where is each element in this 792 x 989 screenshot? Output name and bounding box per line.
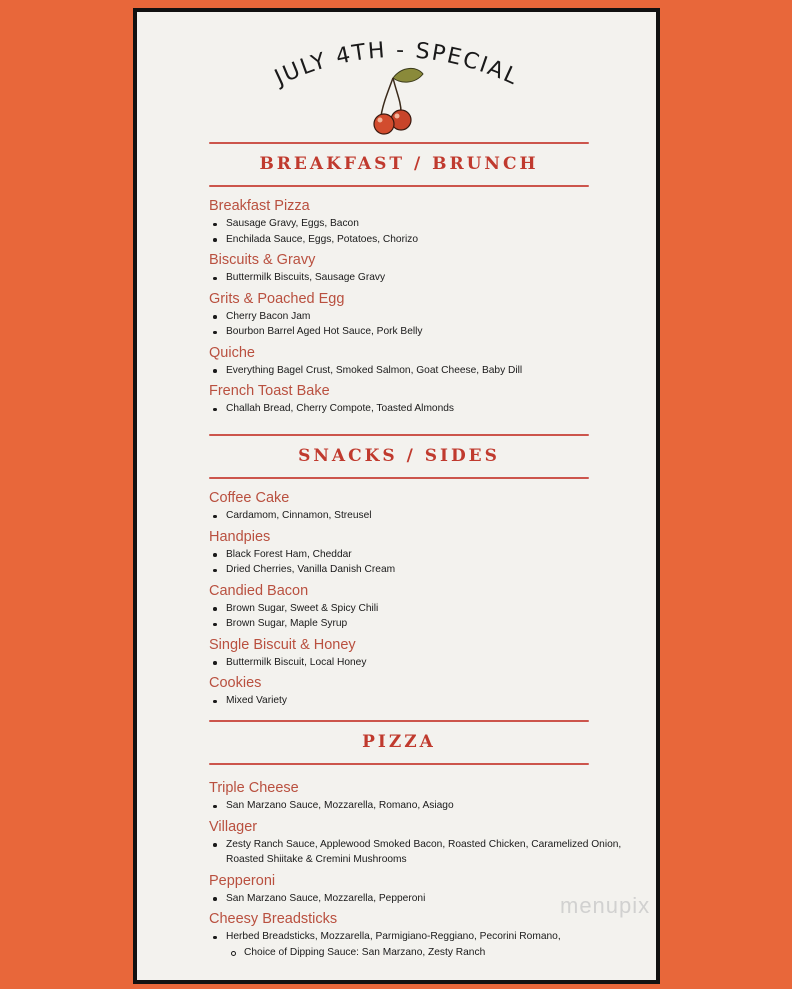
section-heading: PIZZA bbox=[362, 732, 436, 752]
menu-item-name: Biscuits & Gravy bbox=[209, 252, 316, 268]
menu-item-details bbox=[209, 798, 639, 814]
menu-item-detail: Cardamom, Cinnamon, Streusel bbox=[226, 508, 639, 524]
menu-item-detail: Mixed Variety bbox=[226, 693, 639, 709]
menu-item-detail: Bourbon Barrel Aged Hot Sauce, Pork Belly bbox=[226, 324, 639, 340]
menu-item-details bbox=[209, 655, 639, 671]
menu-item-name: Breakfast Pizza bbox=[209, 198, 310, 214]
menu-item-sub-detail: Choice of Dipping Sauce: San Marzano, Zesty Ranch bbox=[244, 945, 639, 961]
menu-item-name: Grits & Poached Egg bbox=[209, 290, 345, 307]
menu-item-detail: Black Forest Ham, Cheddar bbox=[226, 547, 639, 563]
menu-item-name: French Toast Bake bbox=[209, 383, 330, 399]
menu-item-detail: Buttermilk Biscuits, Sausage Gravy bbox=[226, 270, 639, 286]
menu-item-details bbox=[209, 547, 639, 578]
menu-item-name: Villager bbox=[209, 818, 258, 835]
menu-item-detail: Herbed Breadsticks, Mozzarella, Parmigiano-Reggiano, Pecorini Romano, bbox=[226, 929, 639, 945]
divider bbox=[209, 763, 589, 765]
section-snacks-sides bbox=[209, 434, 589, 706]
menu-item-name: Single Biscuit & Honey bbox=[209, 636, 356, 653]
menu-item-detail: San Marzano Sauce, Mozzarella, Pepperoni bbox=[226, 891, 639, 907]
section-heading: SNACKS / SIDES bbox=[298, 446, 500, 466]
menu-item-details bbox=[209, 837, 639, 868]
menu-item-detail: Sausage Gravy, Eggs, Bacon bbox=[226, 216, 639, 232]
menu-item-name: Triple Cheese bbox=[209, 780, 299, 796]
divider bbox=[209, 477, 589, 479]
menu-item-detail: Challah Bread, Cherry Compote, Toasted Almonds bbox=[226, 401, 639, 417]
menu-item-details bbox=[209, 363, 639, 379]
menu-item-detail: Buttermilk Biscuit, Local Honey bbox=[226, 655, 639, 671]
menu-item-details bbox=[209, 601, 639, 632]
menu-item-detail: Dried Cherries, Vanilla Danish Cream bbox=[226, 562, 639, 578]
menu-item-name: Coffee Cake bbox=[209, 490, 290, 506]
menu-card bbox=[133, 8, 660, 984]
menu-item-name: Handpies bbox=[209, 528, 271, 545]
menu-item-detail: Enchilada Sauce, Eggs, Potatoes, Chorizo bbox=[226, 232, 639, 248]
menu-item-name: Pepperoni bbox=[209, 872, 276, 889]
divider bbox=[209, 142, 589, 144]
menu-item-details bbox=[209, 270, 639, 286]
section-heading: BREAKFAST / BRUNCH bbox=[259, 154, 539, 174]
menu-item-detail: Brown Sugar, Sweet & Spicy Chili bbox=[226, 601, 639, 617]
menu-item-details bbox=[209, 929, 639, 960]
menu-item-details bbox=[209, 401, 639, 417]
menu-item-detail: Brown Sugar, Maple Syrup bbox=[226, 616, 639, 632]
menu-item-name: Cookies bbox=[209, 675, 262, 691]
divider bbox=[209, 434, 589, 436]
menu-item-details bbox=[209, 309, 639, 340]
divider bbox=[209, 185, 589, 187]
watermark: menupix bbox=[560, 893, 651, 918]
menu-item-detail: Cherry Bacon Jam bbox=[226, 309, 639, 325]
title-text: JULY 4TH - SPECIAL bbox=[271, 37, 523, 91]
menu-item-detail: Everything Bagel Crust, Smoked Salmon, Goat Cheese, Baby Dill bbox=[226, 363, 639, 379]
menu-item-name: Quiche bbox=[209, 344, 255, 361]
menu-item-details bbox=[209, 216, 639, 247]
menu-item-details bbox=[209, 508, 639, 524]
menu-item-details bbox=[209, 693, 639, 709]
menu-item-detail: San Marzano Sauce, Mozzarella, Romano, Asiago bbox=[226, 798, 639, 814]
menu-item-detail: Zesty Ranch Sauce, Applewood Smoked Bacon, Roasted Chicken, Caramelized Onion, Roasted Shiitake & Cremini Mushrooms bbox=[226, 837, 639, 868]
section-breakfast-brunch bbox=[209, 142, 589, 414]
cherry-icon bbox=[367, 64, 427, 136]
menu-item-name: Cheesy Breadsticks bbox=[209, 911, 338, 927]
menu-item-name: Candied Bacon bbox=[209, 582, 309, 599]
divider bbox=[209, 720, 589, 722]
